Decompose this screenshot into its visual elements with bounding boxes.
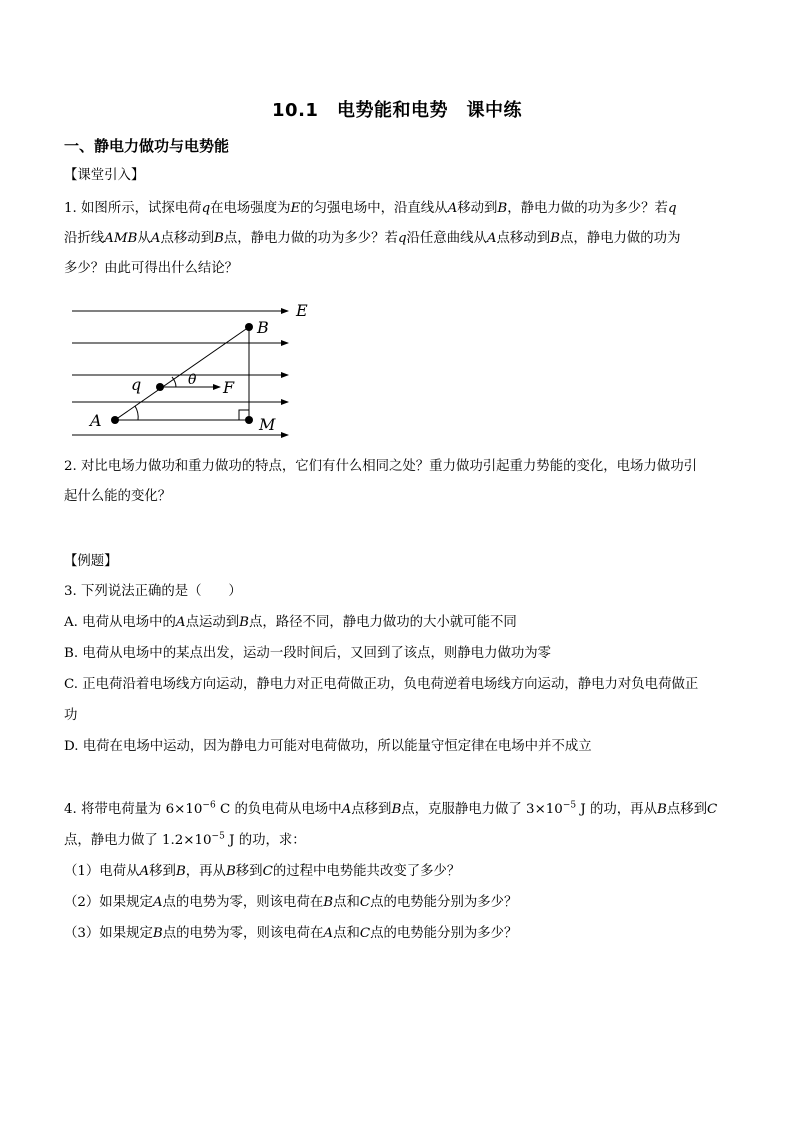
q3-option-b: B. 电荷从电场中的某点出发，运动一段时间后，又回到了该点，则静电力做功为零 bbox=[64, 646, 552, 661]
label-E: E bbox=[296, 301, 308, 320]
label-M: M bbox=[259, 415, 276, 434]
q3-option-c-line2: 功 bbox=[64, 708, 78, 723]
q4-line1: 4. 将带电荷量为 $6\times 10^{-6}$ C 的负电荷从电场中A点移到B点，克服静电力做了 $3\times 10^{-5}$ J 的功，再从B点移到C bbox=[64, 800, 718, 817]
q1-line1: 1. 如图所示，试探电荷q在电场强度为E的匀强电场中，沿直线从A移动到B，静电力做的功为多少？若q bbox=[64, 201, 677, 216]
page-title: 10.1 电势能和电势 课中练 bbox=[272, 100, 522, 121]
q3-option-d: D. 电荷在电场中运动，因为静电力可能对电荷做功，所以能量守恒定律在电场中并不成立 bbox=[64, 739, 592, 754]
charge-q bbox=[156, 383, 164, 391]
q4-sub1: （1）电荷从A移到B，再从B移到C的过程中电势能共改变了多少？ bbox=[64, 864, 461, 879]
intro-label: 【课堂引入】 bbox=[64, 168, 145, 183]
q3-option-c-line1: C. 正电荷沿着电场线方向运动，静电力对正电荷做正功，负电荷逆着电场线方向运动，静电力对负电荷做正 bbox=[64, 677, 699, 692]
angle-arc-A bbox=[135, 406, 138, 420]
electric-field-diagram bbox=[60, 295, 330, 445]
q4-sub2: （2）如果规定A点的电势为零，则该电荷在B点和C点的电势能分别为多少？ bbox=[64, 895, 518, 910]
q3-stem: 3. 下列说法正确的是（ ） bbox=[64, 584, 242, 599]
q1-line2: 沿折线AMB从A点移动到B点，静电力做的功为多少？若q沿任意曲线从A点移动到B点，静电力做的功为 bbox=[64, 231, 681, 246]
label-theta: θ bbox=[188, 372, 197, 388]
section-heading: 一、静电力做功与电势能 bbox=[64, 137, 230, 155]
q3-option-a: A. 电荷从电场中的A点运动到B点，路径不同，静电力做功的大小就可能不同 bbox=[64, 615, 517, 630]
point-A bbox=[111, 416, 119, 424]
q2-line2: 起什么能的变化？ bbox=[64, 489, 172, 504]
label-B: B bbox=[257, 318, 269, 337]
label-F: F bbox=[223, 378, 235, 397]
point-B bbox=[245, 323, 253, 331]
label-A: A bbox=[90, 411, 102, 430]
point-M bbox=[245, 416, 253, 424]
q1-line3: 多少？由此可得出什么结论？ bbox=[64, 261, 239, 276]
q4-line2: 点，静电力做了 $1.2\times 10^{-5}$ J 的功，求： bbox=[64, 831, 306, 848]
q2-line1: 2. 对比电场力做功和重力做功的特点，它们有什么相同之处？重力做功引起重力势能的变化，电场力做功引 bbox=[64, 459, 697, 474]
label-q: q bbox=[131, 375, 142, 394]
q4-sub3: （3）如果规定B点的电势为零，则该电荷在A点和C点的电势能分别为多少？ bbox=[64, 926, 518, 941]
example-label: 【例题】 bbox=[64, 554, 118, 569]
